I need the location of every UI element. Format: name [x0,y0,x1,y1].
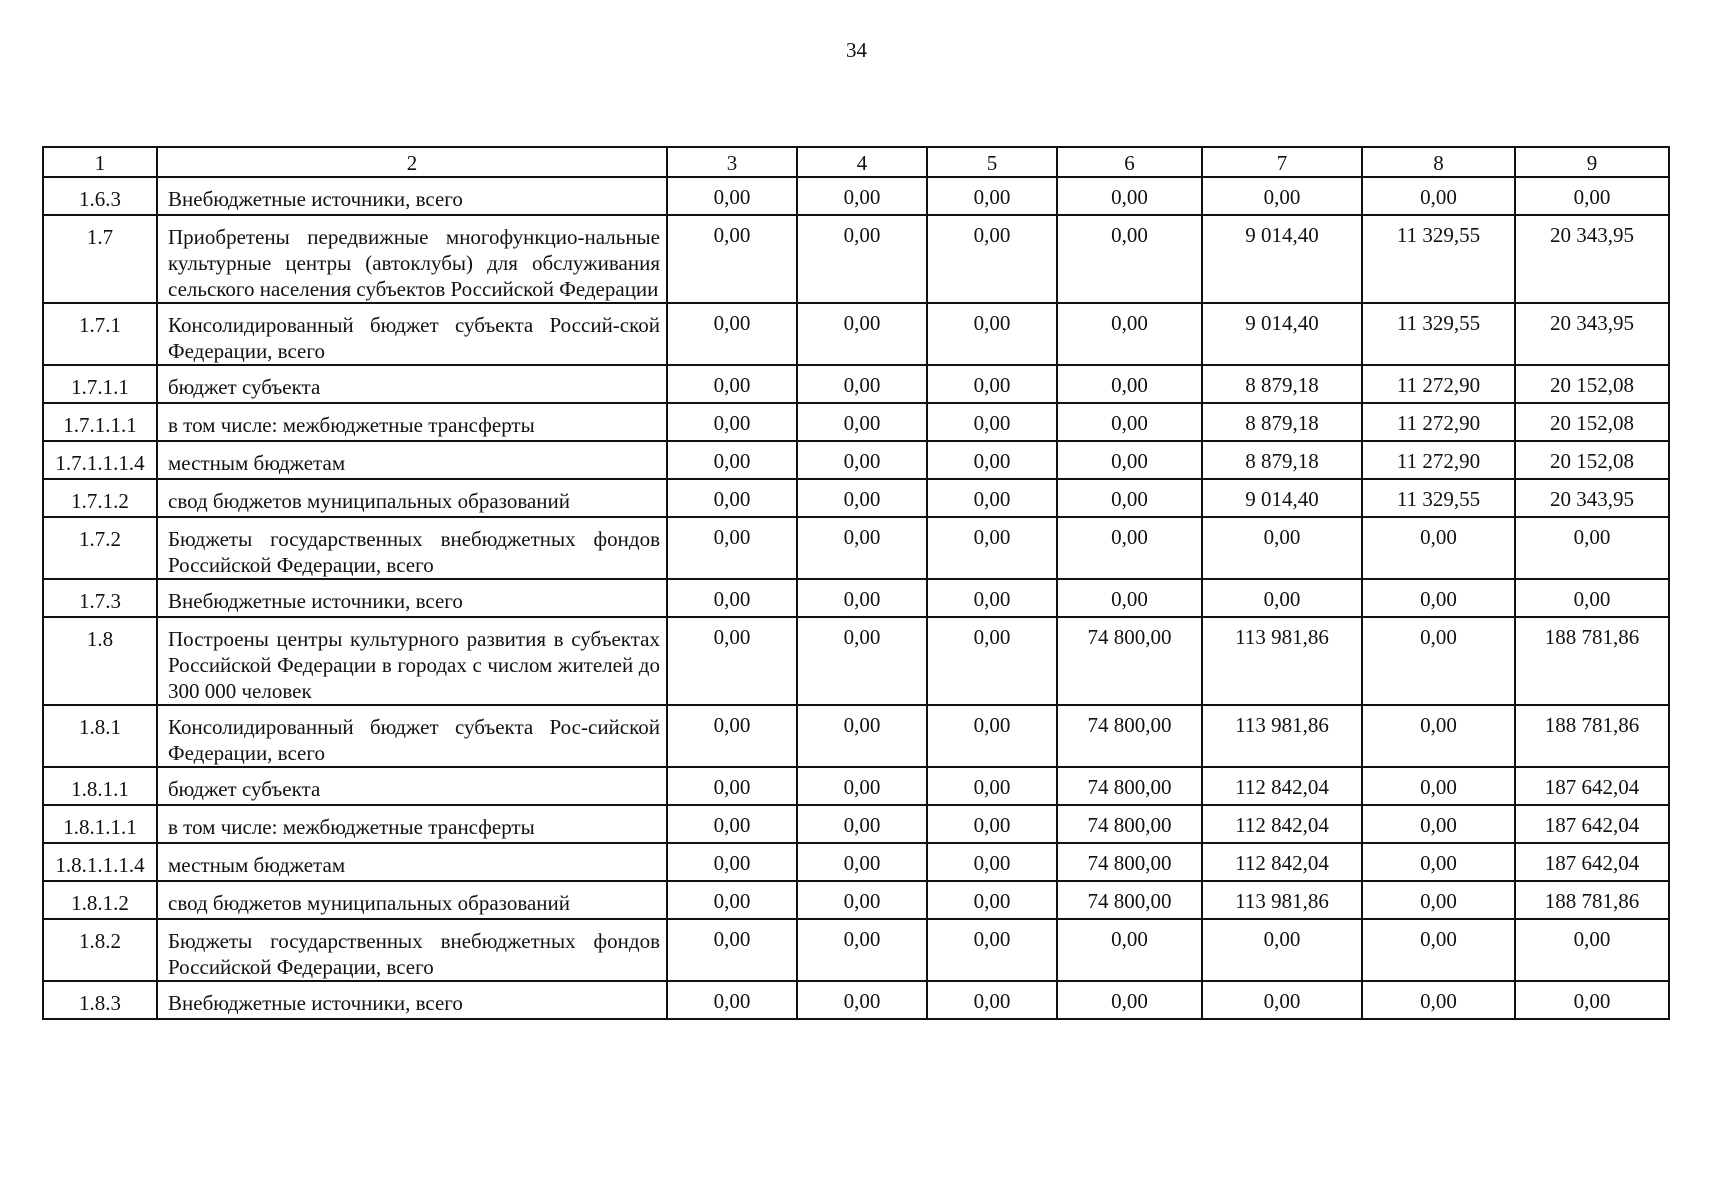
row-value-col-4: 0,00 [797,215,927,303]
budget-table-container [42,146,1668,1020]
row-value-col-7: 9 014,40 [1202,479,1362,517]
column-header: 2 [157,147,667,177]
row-value-col-5: 0,00 [927,365,1057,403]
row-value-col-3: 0,00 [667,403,797,441]
row-name: свод бюджетов муниципальных образований [157,881,667,919]
row-value-col-5: 0,00 [927,805,1057,843]
row-value-col-6: 0,00 [1057,479,1202,517]
row-code: 1.6.3 [43,177,157,215]
row-value-col-5: 0,00 [927,403,1057,441]
table-row [43,579,1669,617]
row-value-col-4: 0,00 [797,981,927,1019]
row-value-col-4: 0,00 [797,403,927,441]
row-value-col-4: 0,00 [797,805,927,843]
row-code: 1.7.1.1.1.4 [43,441,157,479]
row-value-col-8: 0,00 [1362,177,1515,215]
table-row [43,215,1669,303]
row-code: 1.8.1.1.1.4 [43,843,157,881]
row-value-col-8: 0,00 [1362,981,1515,1019]
row-value-col-8: 11 272,90 [1362,441,1515,479]
row-value-col-3: 0,00 [667,177,797,215]
row-value-col-9: 0,00 [1515,981,1669,1019]
row-value-col-8: 0,00 [1362,881,1515,919]
row-value-col-6: 0,00 [1057,303,1202,365]
row-code: 1.7.1.1 [43,365,157,403]
row-value-col-8: 0,00 [1362,919,1515,981]
row-value-col-3: 0,00 [667,805,797,843]
row-name: местным бюджетам [157,441,667,479]
column-header: 7 [1202,147,1362,177]
row-code: 1.7.2 [43,517,157,579]
row-value-col-6: 74 800,00 [1057,617,1202,705]
row-value-col-7: 112 842,04 [1202,843,1362,881]
row-value-col-8: 0,00 [1362,767,1515,805]
row-value-col-4: 0,00 [797,881,927,919]
row-value-col-6: 0,00 [1057,441,1202,479]
row-value-col-6: 0,00 [1057,365,1202,403]
row-value-col-3: 0,00 [667,441,797,479]
row-value-col-7: 113 981,86 [1202,881,1362,919]
row-value-col-6: 74 800,00 [1057,805,1202,843]
row-value-col-7: 0,00 [1202,517,1362,579]
row-code: 1.7.1.2 [43,479,157,517]
row-value-col-9: 188 781,86 [1515,705,1669,767]
row-value-col-5: 0,00 [927,919,1057,981]
row-value-col-4: 0,00 [797,767,927,805]
row-value-col-5: 0,00 [927,767,1057,805]
table-row [43,365,1669,403]
row-code: 1.8.1.1.1 [43,805,157,843]
budget-table [42,146,1670,1020]
column-header: 4 [797,147,927,177]
row-value-col-9: 20 152,08 [1515,365,1669,403]
row-name: Консолидированный бюджет субъекта Рос-сийской Федерации, всего [157,705,667,767]
row-value-col-8: 11 329,55 [1362,479,1515,517]
row-name: Приобретены передвижные многофункцио-нальные культурные центры (автоклубы) для обслуживания сельского населения субъектов Российской Федерации [157,215,667,303]
row-name: Консолидированный бюджет субъекта Россий-ской Федерации, всего [157,303,667,365]
row-value-col-5: 0,00 [927,303,1057,365]
row-value-col-7: 8 879,18 [1202,403,1362,441]
row-code: 1.7.3 [43,579,157,617]
row-value-col-9: 0,00 [1515,177,1669,215]
row-value-col-4: 0,00 [797,303,927,365]
row-value-col-3: 0,00 [667,303,797,365]
row-value-col-6: 0,00 [1057,579,1202,617]
row-value-col-8: 0,00 [1362,705,1515,767]
row-name: в том числе: межбюджетные трансферты [157,403,667,441]
table-row [43,617,1669,705]
row-name: в том числе: межбюджетные трансферты [157,805,667,843]
row-value-col-3: 0,00 [667,981,797,1019]
row-value-col-5: 0,00 [927,981,1057,1019]
row-value-col-3: 0,00 [667,767,797,805]
row-value-col-3: 0,00 [667,919,797,981]
row-value-col-6: 0,00 [1057,517,1202,579]
row-value-col-7: 9 014,40 [1202,215,1362,303]
row-value-col-8: 0,00 [1362,517,1515,579]
row-value-col-4: 0,00 [797,617,927,705]
row-value-col-9: 0,00 [1515,919,1669,981]
row-value-col-6: 0,00 [1057,981,1202,1019]
row-value-col-5: 0,00 [927,517,1057,579]
row-value-col-6: 0,00 [1057,177,1202,215]
row-name: Внебюджетные источники, всего [157,579,667,617]
row-value-col-7: 8 879,18 [1202,365,1362,403]
row-value-col-9: 188 781,86 [1515,881,1669,919]
row-value-col-7: 0,00 [1202,919,1362,981]
column-header: 6 [1057,147,1202,177]
row-value-col-5: 0,00 [927,881,1057,919]
row-code: 1.7.1.1.1 [43,403,157,441]
row-value-col-8: 0,00 [1362,805,1515,843]
row-value-col-6: 74 800,00 [1057,881,1202,919]
row-value-col-7: 112 842,04 [1202,767,1362,805]
table-row [43,843,1669,881]
row-value-col-4: 0,00 [797,479,927,517]
row-value-col-5: 0,00 [927,441,1057,479]
row-value-col-3: 0,00 [667,843,797,881]
row-code: 1.8.1 [43,705,157,767]
row-value-col-3: 0,00 [667,579,797,617]
table-row [43,805,1669,843]
row-value-col-9: 20 343,95 [1515,303,1669,365]
row-value-col-9: 20 343,95 [1515,479,1669,517]
row-value-col-4: 0,00 [797,843,927,881]
row-value-col-7: 113 981,86 [1202,617,1362,705]
row-value-col-4: 0,00 [797,919,927,981]
row-value-col-4: 0,00 [797,517,927,579]
table-row [43,705,1669,767]
row-value-col-4: 0,00 [797,177,927,215]
row-value-col-6: 0,00 [1057,215,1202,303]
column-header: 3 [667,147,797,177]
row-value-col-6: 0,00 [1057,919,1202,981]
row-code: 1.8.1.2 [43,881,157,919]
table-header [43,147,1669,177]
row-value-col-9: 187 642,04 [1515,767,1669,805]
row-value-col-4: 0,00 [797,441,927,479]
row-value-col-9: 0,00 [1515,579,1669,617]
header-row [43,147,1669,177]
row-value-col-9: 20 343,95 [1515,215,1669,303]
row-code: 1.7 [43,215,157,303]
row-value-col-5: 0,00 [927,479,1057,517]
row-value-col-6: 0,00 [1057,403,1202,441]
row-value-col-7: 0,00 [1202,981,1362,1019]
table-row [43,767,1669,805]
row-value-col-9: 187 642,04 [1515,805,1669,843]
row-name: Внебюджетные источники, всего [157,177,667,215]
row-value-col-8: 11 272,90 [1362,365,1515,403]
row-name: Внебюджетные источники, всего [157,981,667,1019]
row-value-col-3: 0,00 [667,881,797,919]
table-row [43,403,1669,441]
row-name: бюджет субъекта [157,767,667,805]
row-value-col-5: 0,00 [927,617,1057,705]
column-header: 9 [1515,147,1669,177]
row-value-col-7: 0,00 [1202,579,1362,617]
row-value-col-8: 11 329,55 [1362,215,1515,303]
row-value-col-8: 11 329,55 [1362,303,1515,365]
row-value-col-7: 9 014,40 [1202,303,1362,365]
table-row [43,479,1669,517]
row-value-col-8: 0,00 [1362,617,1515,705]
table-row [43,303,1669,365]
row-code: 1.8.2 [43,919,157,981]
row-value-col-9: 188 781,86 [1515,617,1669,705]
table-row [43,881,1669,919]
row-value-col-7: 8 879,18 [1202,441,1362,479]
column-header: 1 [43,147,157,177]
row-value-col-3: 0,00 [667,705,797,767]
row-value-col-3: 0,00 [667,617,797,705]
row-code: 1.8 [43,617,157,705]
row-value-col-9: 0,00 [1515,517,1669,579]
row-code: 1.8.3 [43,981,157,1019]
row-value-col-3: 0,00 [667,365,797,403]
table-body [43,177,1669,1019]
row-value-col-4: 0,00 [797,365,927,403]
row-value-col-9: 20 152,08 [1515,403,1669,441]
row-name: Построены центры культурного развития в субъектах Российской Федерации в городах с числом жителей до 300 000 человек [157,617,667,705]
table-row [43,177,1669,215]
row-value-col-5: 0,00 [927,215,1057,303]
table-row [43,981,1669,1019]
column-header: 5 [927,147,1057,177]
row-name: свод бюджетов муниципальных образований [157,479,667,517]
row-value-col-6: 74 800,00 [1057,843,1202,881]
row-value-col-3: 0,00 [667,215,797,303]
row-value-col-4: 0,00 [797,705,927,767]
row-value-col-5: 0,00 [927,177,1057,215]
row-value-col-5: 0,00 [927,705,1057,767]
row-code: 1.7.1 [43,303,157,365]
row-name: Бюджеты государственных внебюджетных фондов Российской Федерации, всего [157,919,667,981]
row-value-col-5: 0,00 [927,579,1057,617]
table-row [43,441,1669,479]
row-value-col-8: 0,00 [1362,579,1515,617]
row-code: 1.8.1.1 [43,767,157,805]
row-name: бюджет субъекта [157,365,667,403]
row-value-col-9: 20 152,08 [1515,441,1669,479]
table-row [43,517,1669,579]
row-value-col-7: 112 842,04 [1202,805,1362,843]
row-value-col-8: 11 272,90 [1362,403,1515,441]
page-number: 34 [846,38,867,62]
row-name: Бюджеты государственных внебюджетных фондов Российской Федерации, всего [157,517,667,579]
row-value-col-6: 74 800,00 [1057,767,1202,805]
row-name: местным бюджетам [157,843,667,881]
table-row [43,919,1669,981]
row-value-col-9: 187 642,04 [1515,843,1669,881]
row-value-col-3: 0,00 [667,517,797,579]
row-value-col-5: 0,00 [927,843,1057,881]
row-value-col-7: 113 981,86 [1202,705,1362,767]
row-value-col-3: 0,00 [667,479,797,517]
row-value-col-8: 0,00 [1362,843,1515,881]
row-value-col-4: 0,00 [797,579,927,617]
column-header: 8 [1362,147,1515,177]
row-value-col-7: 0,00 [1202,177,1362,215]
row-value-col-6: 74 800,00 [1057,705,1202,767]
